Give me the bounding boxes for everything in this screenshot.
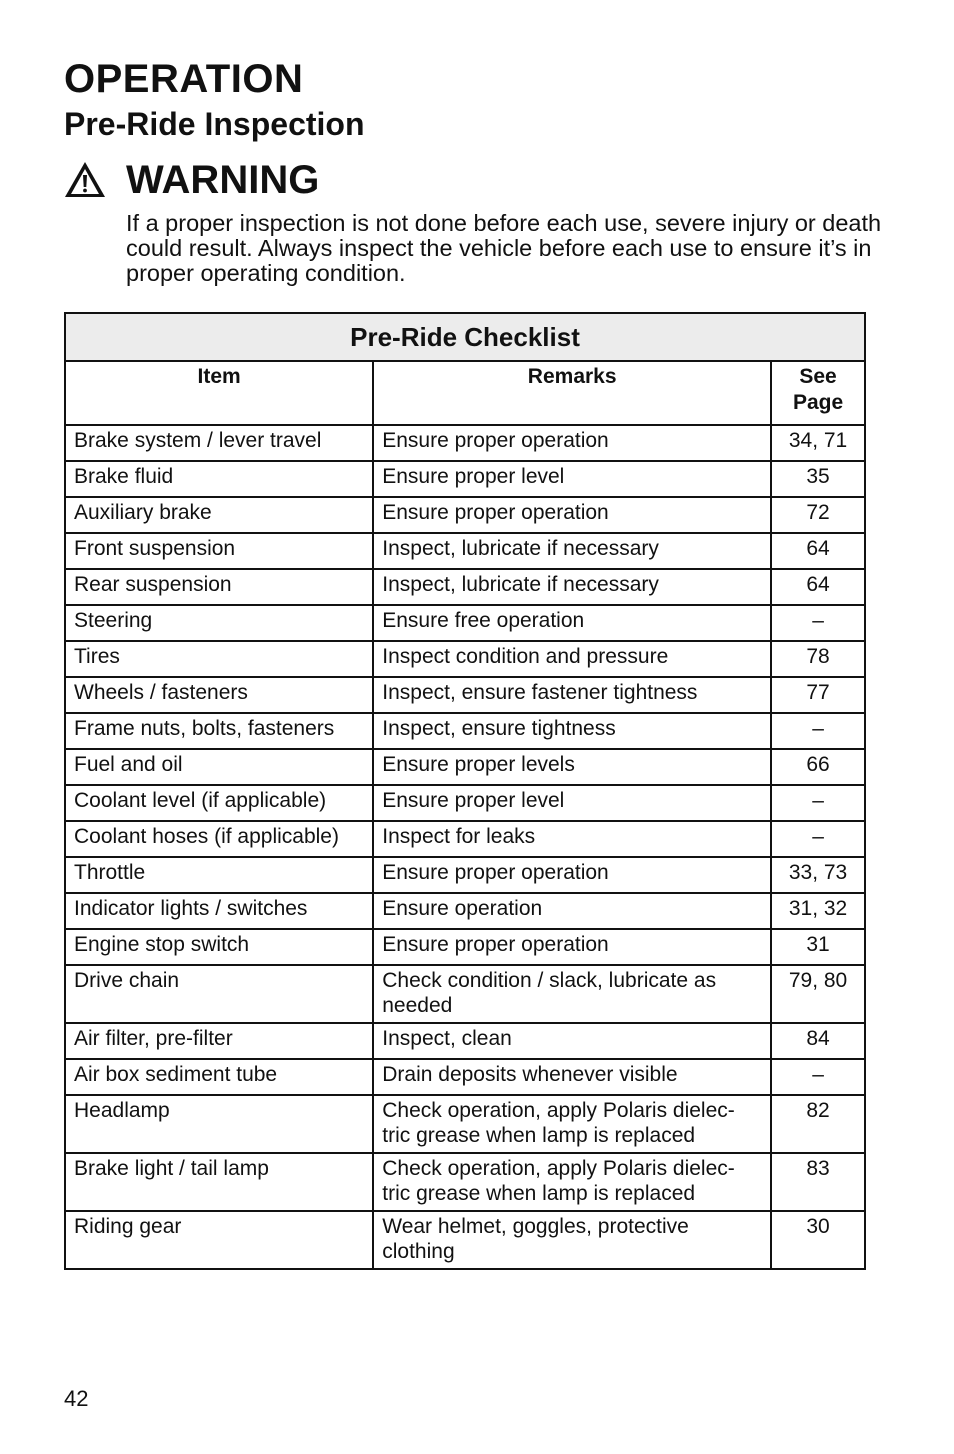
warning-label: WARNING — [126, 158, 320, 202]
cell-see-page: 84 — [771, 1023, 865, 1059]
cell-item: Air filter, pre-filter — [65, 1023, 373, 1059]
cell-item: Riding gear — [65, 1211, 373, 1269]
cell-remarks: Check condition / slack, lubricate as needed — [373, 965, 771, 1023]
cell-remarks: Ensure proper operation — [373, 497, 771, 533]
cell-see-page: – — [771, 713, 865, 749]
cell-see-page: 79, 80 — [771, 965, 865, 1023]
cell-remarks: Check operation, apply Polaris dielec- tric grease when lamp is replaced — [373, 1095, 771, 1153]
column-header-see-page — [771, 361, 865, 425]
table-row — [65, 857, 865, 893]
cell-see-page: – — [771, 821, 865, 857]
cell-item: Tires — [65, 641, 373, 677]
section-title: Pre-Ride Inspection — [64, 106, 365, 142]
table-row — [65, 533, 865, 569]
cell-remarks: Ensure operation — [373, 893, 771, 929]
cell-remarks: Drain deposits whenever visible — [373, 1059, 771, 1095]
table-row — [65, 605, 865, 641]
cell-item: Rear suspension — [65, 569, 373, 605]
checklist-body — [65, 425, 865, 1269]
warning-triangle-icon — [64, 161, 106, 199]
table-row — [65, 425, 865, 461]
table-row — [65, 461, 865, 497]
table-row — [65, 641, 865, 677]
table-row — [65, 785, 865, 821]
cell-see-page: 72 — [771, 497, 865, 533]
column-header-item: Item — [65, 361, 373, 425]
cell-item: Auxiliary brake — [65, 497, 373, 533]
table-title: Pre-Ride Checklist — [65, 313, 865, 361]
table-row — [65, 929, 865, 965]
table-row — [65, 1095, 865, 1153]
cell-see-page: 30 — [771, 1211, 865, 1269]
table-row — [65, 569, 865, 605]
cell-item: Throttle — [65, 857, 373, 893]
page-number: 42 — [64, 1386, 89, 1411]
cell-see-page: 35 — [771, 461, 865, 497]
page-title: OPERATION — [64, 57, 304, 101]
cell-remarks: Ensure proper operation — [373, 857, 771, 893]
cell-item: Brake light / tail lamp — [65, 1153, 373, 1211]
cell-remarks: Inspect, lubricate if necessary — [373, 569, 771, 605]
table-row — [65, 497, 865, 533]
table-row — [65, 893, 865, 929]
cell-see-page: – — [771, 785, 865, 821]
cell-item: Coolant hoses (if applicable) — [65, 821, 373, 857]
cell-see-page: 31, 32 — [771, 893, 865, 929]
cell-see-page: – — [771, 605, 865, 641]
cell-item: Engine stop switch — [65, 929, 373, 965]
cell-item: Indicator lights / switches — [65, 893, 373, 929]
table-row — [65, 1211, 865, 1269]
cell-remarks: Ensure free operation — [373, 605, 771, 641]
cell-remarks: Inspect for leaks — [373, 821, 771, 857]
cell-item: Fuel and oil — [65, 749, 373, 785]
cell-remarks: Inspect, ensure tightness — [373, 713, 771, 749]
table-row — [65, 821, 865, 857]
cell-remarks: Ensure proper operation — [373, 929, 771, 965]
cell-remarks: Ensure proper operation — [373, 425, 771, 461]
cell-remarks: Inspect condition and pressure — [373, 641, 771, 677]
cell-remarks: Check operation, apply Polaris dielec- tric grease when lamp is replaced — [373, 1153, 771, 1211]
table-row — [65, 749, 865, 785]
table-row — [65, 1153, 865, 1211]
table-row — [65, 1023, 865, 1059]
cell-item: Coolant level (if applicable) — [65, 785, 373, 821]
cell-see-page: 66 — [771, 749, 865, 785]
warning-text: If a proper inspection is not done before each use, severe injury or death could result. Always inspect the vehicle before each use to ensure it’s in proper operating condition. — [126, 210, 882, 286]
pre-ride-checklist-table — [64, 312, 866, 1270]
cell-see-page: 83 — [771, 1153, 865, 1211]
table-row — [65, 1059, 865, 1095]
cell-item: Steering — [65, 605, 373, 641]
cell-see-page: 64 — [771, 533, 865, 569]
table-row — [65, 713, 865, 749]
cell-item: Brake fluid — [65, 461, 373, 497]
cell-remarks: Inspect, lubricate if necessary — [373, 533, 771, 569]
cell-remarks: Wear helmet, goggles, protective clothing — [373, 1211, 771, 1269]
table-row — [65, 677, 865, 713]
cell-item: Front suspension — [65, 533, 373, 569]
cell-see-page: 33, 73 — [771, 857, 865, 893]
column-header-remarks: Remarks — [373, 361, 771, 425]
column-header-see-page-label: See Page — [792, 365, 844, 414]
warning-heading — [64, 156, 319, 204]
cell-remarks: Ensure proper level — [373, 785, 771, 821]
cell-see-page: 34, 71 — [771, 425, 865, 461]
cell-item: Frame nuts, bolts, fasteners — [65, 713, 373, 749]
cell-item: Air box sediment tube — [65, 1059, 373, 1095]
cell-see-page: 82 — [771, 1095, 865, 1153]
cell-see-page: 78 — [771, 641, 865, 677]
cell-see-page: 31 — [771, 929, 865, 965]
cell-item: Drive chain — [65, 965, 373, 1023]
cell-see-page: 77 — [771, 677, 865, 713]
cell-item: Headlamp — [65, 1095, 373, 1153]
cell-see-page: – — [771, 1059, 865, 1095]
cell-remarks: Inspect, ensure fastener tightness — [373, 677, 771, 713]
cell-remarks: Inspect, clean — [373, 1023, 771, 1059]
cell-remarks: Ensure proper level — [373, 461, 771, 497]
cell-item: Wheels / fasteners — [65, 677, 373, 713]
cell-see-page: 64 — [771, 569, 865, 605]
table-row — [65, 965, 865, 1023]
cell-item: Brake system / lever travel — [65, 425, 373, 461]
cell-remarks: Ensure proper levels — [373, 749, 771, 785]
